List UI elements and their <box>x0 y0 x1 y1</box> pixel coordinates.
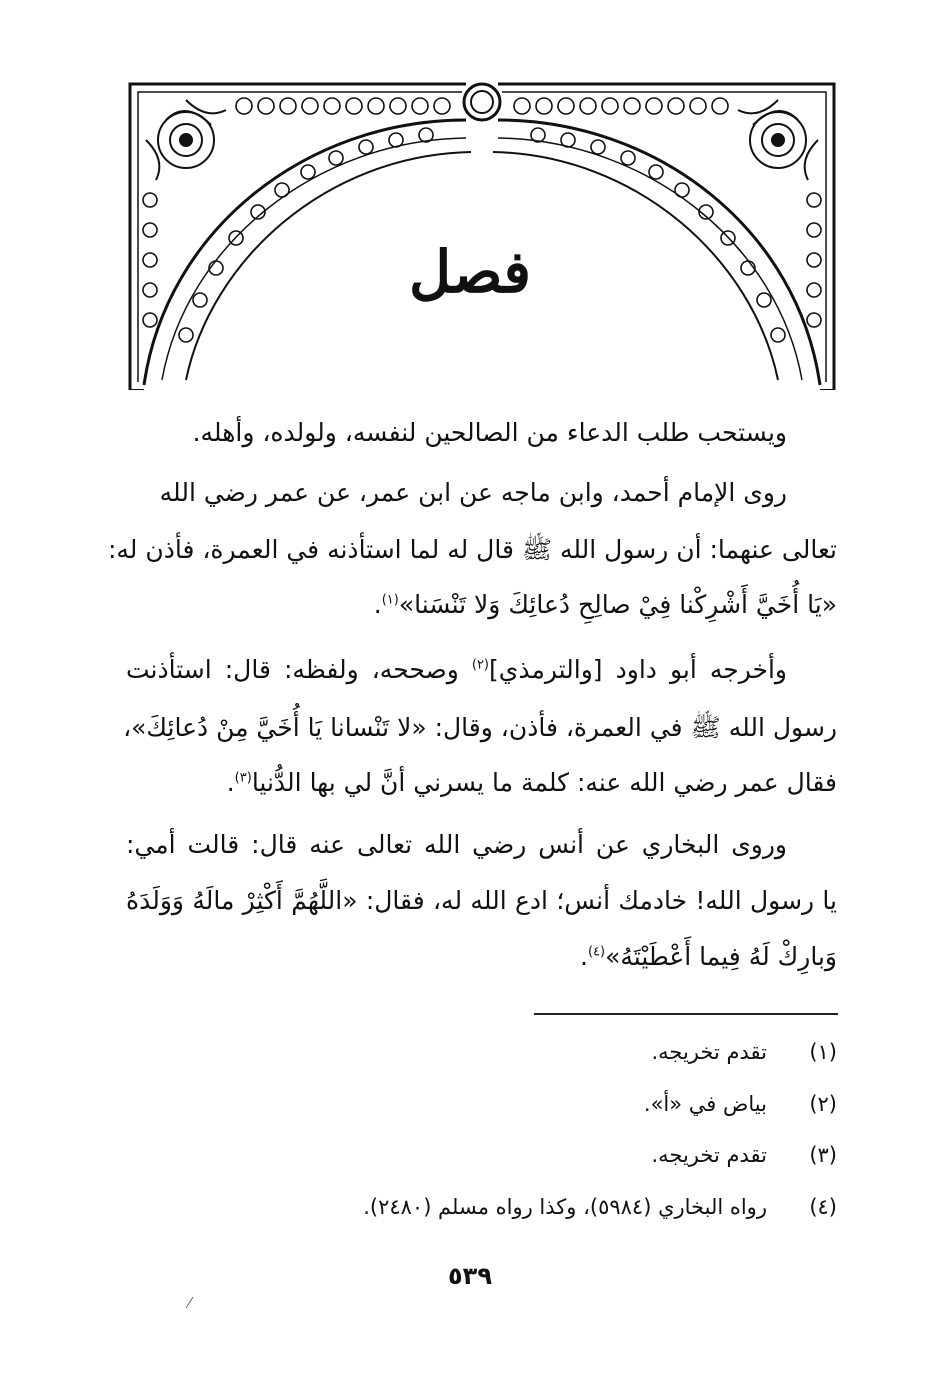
footnote-2 <box>644 1092 837 1116</box>
paragraph-4-line-2: يا رسول الله! خادمك أنس؛ ادع الله له، فقال: «اللَّهُمَّ أَكْثِرْ مالَهُ وَوَلَدَهُ <box>126 886 837 915</box>
footnote-4 <box>363 1195 837 1219</box>
footnote-text: تقدم تخريجه. <box>651 1143 767 1167</box>
footnote-ref-4: (٤) <box>587 944 606 960</box>
quote-text: وَبارِكْ لَهُ فِيما أَعْطَيْتَهُ» <box>605 942 837 971</box>
paragraph-3-line-1 <box>126 655 787 684</box>
text-a: وأخرجه أبو داود [والترمذي] <box>489 655 787 684</box>
footnote-ref-2: (٢) <box>471 657 489 673</box>
line-end: . <box>226 768 235 797</box>
chapter-title: فصل <box>409 238 531 306</box>
footnote-3 <box>651 1143 837 1167</box>
quote-text: «يَا أُخَيَّ أَشْرِكْنا فِيْ صالِحِ دُعائِكَ وَلا تَنْسَنا» <box>398 590 837 619</box>
stray-pen-mark-icon <box>183 1296 195 1310</box>
page-number: ٥٣٩ <box>448 1262 492 1290</box>
footnote-ref-3: (٣) <box>234 770 252 786</box>
paragraph-3-line-3 <box>127 768 837 797</box>
footnote-number: (١) <box>809 1040 837 1064</box>
footnote-text: تقدم تخريجه. <box>651 1040 767 1064</box>
line-end: . <box>373 590 382 619</box>
footnote-text: بياض في «أ». <box>643 1092 767 1116</box>
footnote-number: (٣) <box>809 1143 837 1167</box>
footnote-text: رواه البخاري (٥٩٨٤)، وكذا رواه مسلم (٢٤٨٠). <box>363 1195 767 1219</box>
footnote-number: (٤) <box>809 1195 837 1219</box>
paragraph-2-line-3 <box>127 590 837 619</box>
paragraph-4-line-1: وروى البخاري عن أنس رضي الله تعالى عنه قال: قالت أمي: <box>126 830 787 859</box>
text-a: فقال عمر رضي الله عنه: كلمة ما يسرني أنَّ لي بها الدُّنيا <box>251 768 837 797</box>
footnote-divider <box>534 1013 838 1015</box>
line-end: . <box>579 942 588 971</box>
paragraph-2-line-1: روى الإمام أحمد، وابن ماجه عن ابن عمر، عن عمر رضي الله <box>159 478 787 507</box>
paragraph-1-line-1: ويستحب طلب الدعاء من الصالحين لنفسه، ولولده، وأهله. <box>192 418 787 447</box>
arabesque-arch-frame-icon <box>126 80 838 390</box>
footnote-number: (٢) <box>809 1092 837 1116</box>
text-b: وصححه، ولفظه: قال: استأذنت <box>126 655 472 684</box>
footnote-ref-1: (١) <box>381 592 399 608</box>
paragraph-2-line-2: تعالى عنهما: أن رسول الله ﷺ قال له لما استأذنه في العمرة، فأذن له: <box>107 535 837 564</box>
paragraph-4-line-3 <box>127 942 837 971</box>
paragraph-3-line-2: رسول الله ﷺ في العمرة، فأذن، وقال: «لا تَنْسانا يَا أُخَيَّ مِنْ دُعائِكَ»، <box>123 713 837 742</box>
footnote-1 <box>651 1040 837 1064</box>
